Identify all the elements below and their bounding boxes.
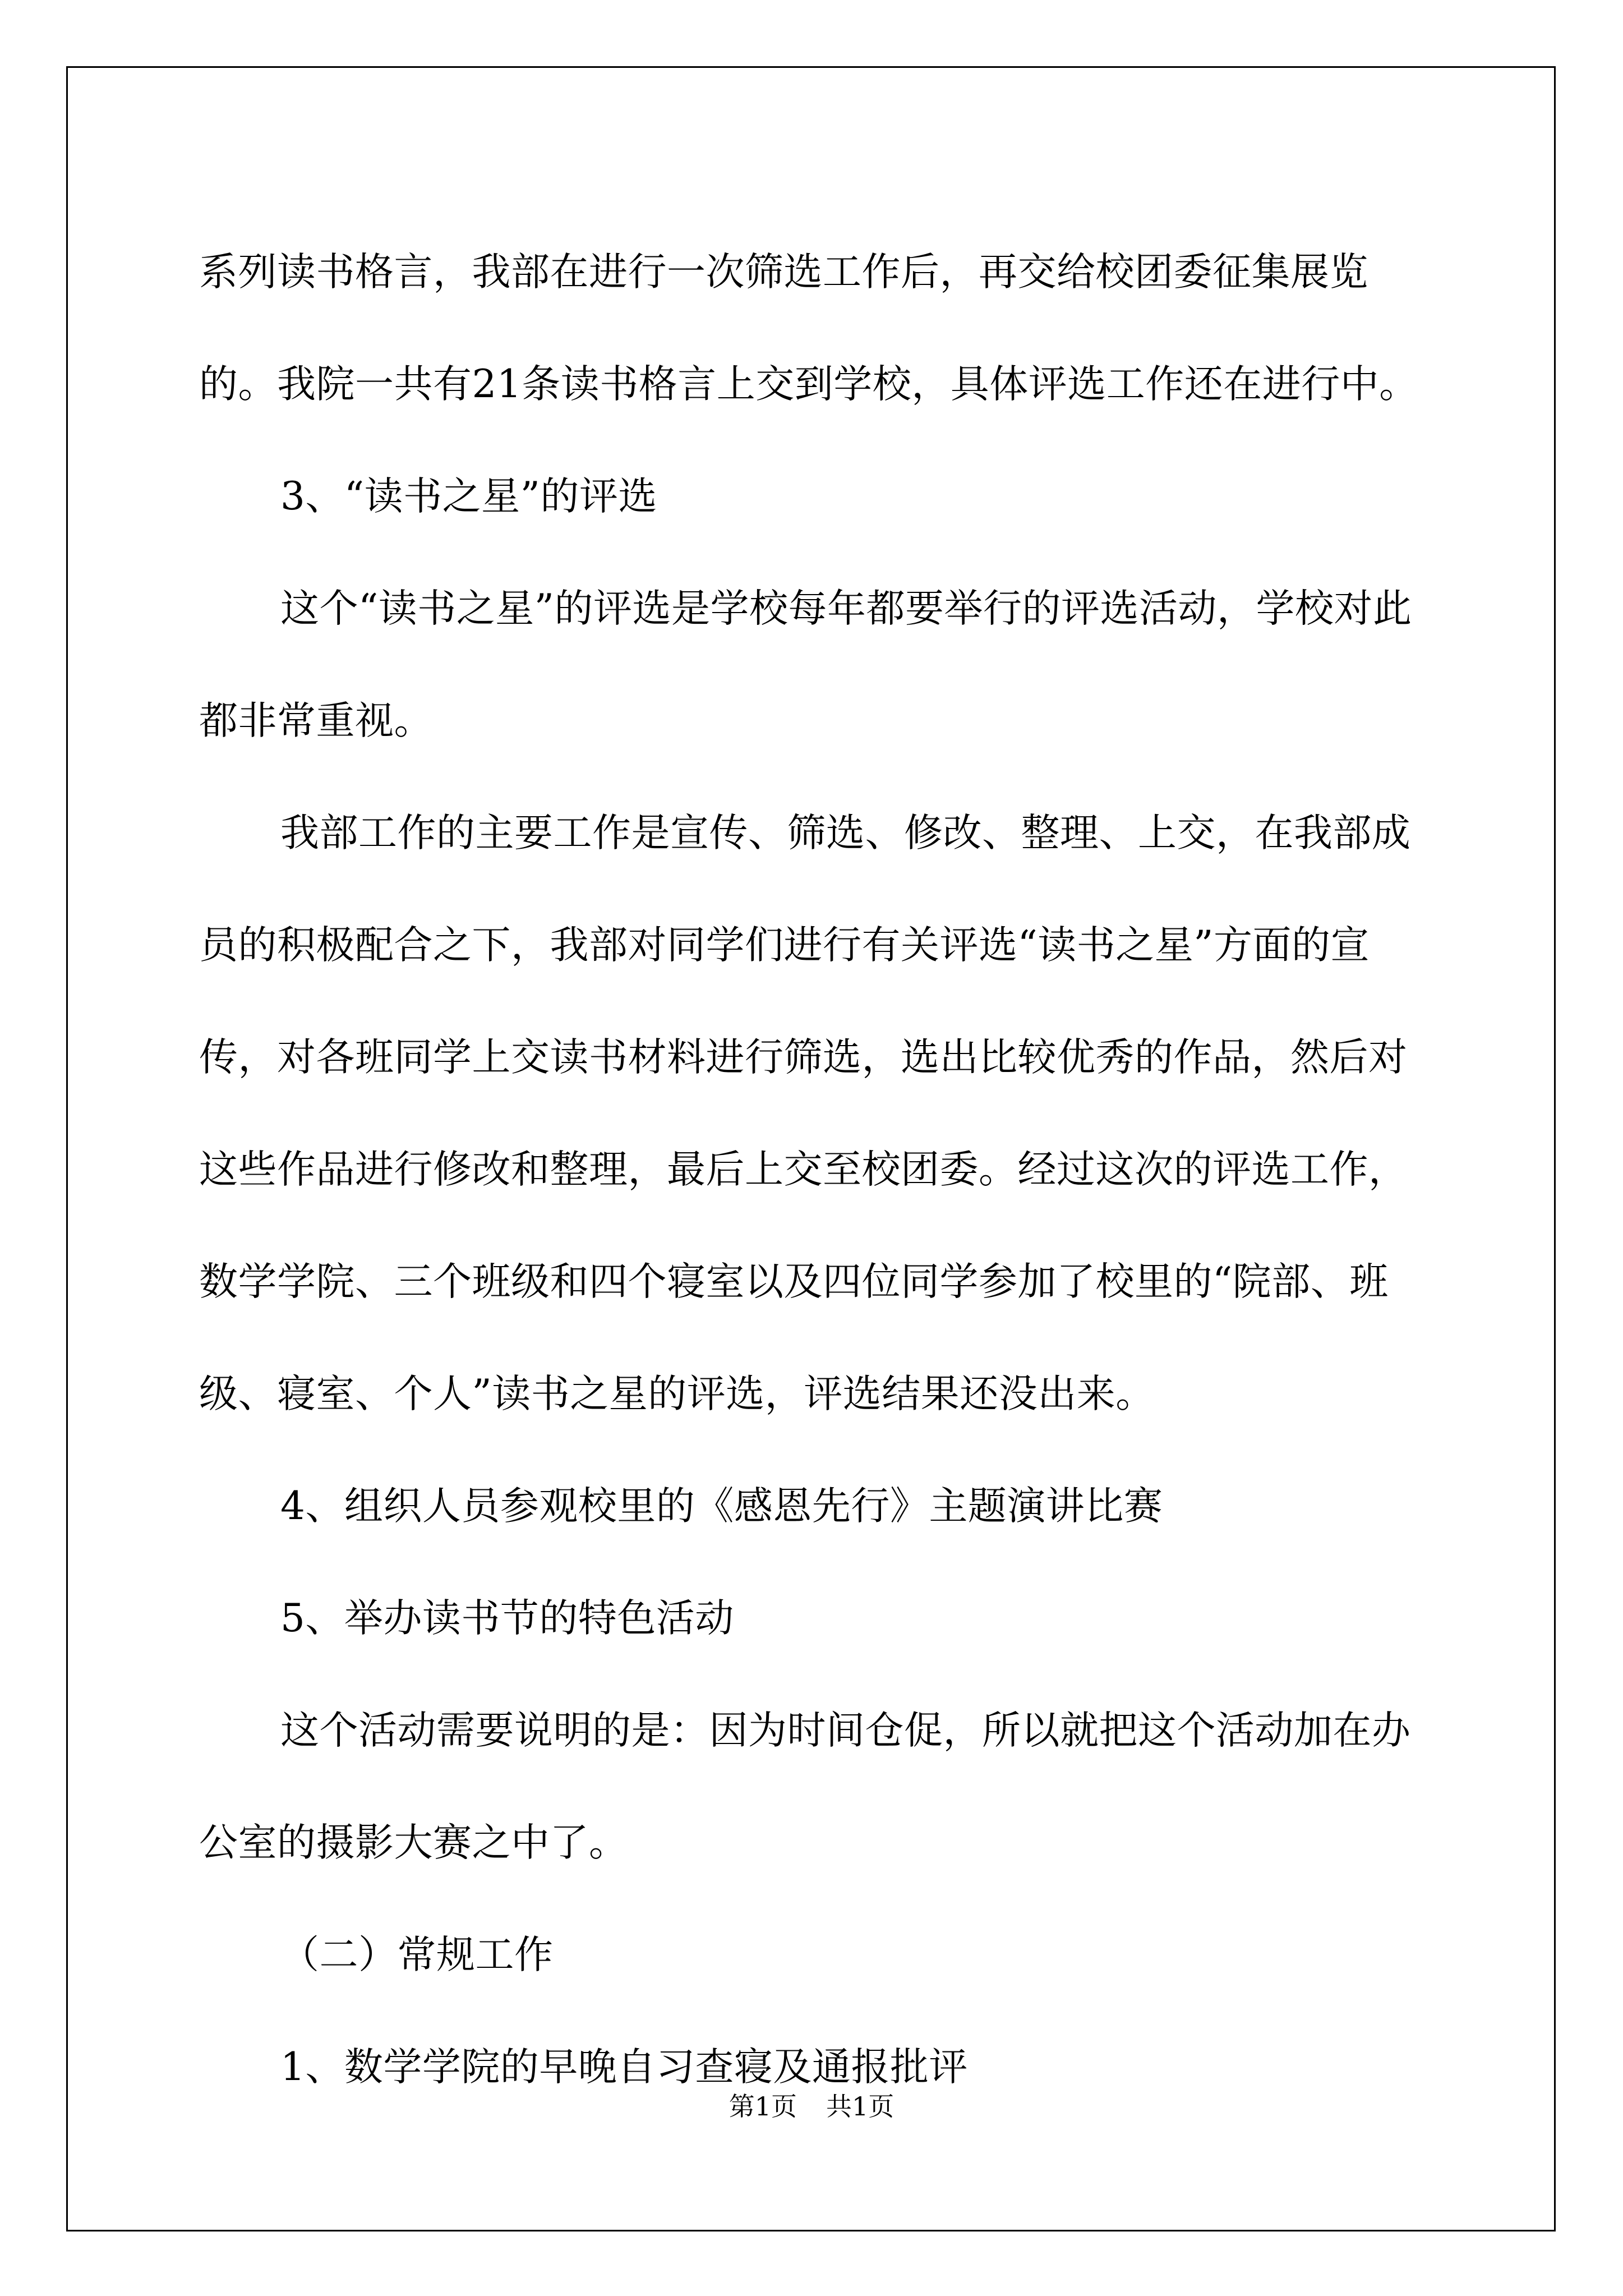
page-footer xyxy=(0,2090,1623,2123)
paragraph-8-section-heading: （二）常规工作 xyxy=(280,1932,554,1977)
paragraph-3: 这个“读书之星”的评选是学校每年都要举行的评选活动，学校对此都非常重视。 xyxy=(199,586,1412,743)
total-pages-label: 共1页 xyxy=(826,2091,895,2122)
paragraph-6-heading: 5、举办读书节的特色活动 xyxy=(280,1596,734,1641)
paragraph-2-heading: 3、“读书之星”的评选 xyxy=(280,474,657,519)
paragraph-5-heading: 4、组织人员参观校里的《感恩先行》主题演讲比赛 xyxy=(280,1484,1163,1529)
paragraph-4: 我部工作的主要工作是宣传、筛选、修改、整理、上交，在我部成员的积极配合之下，我部对同学们进行有关评选“读书之星”方面的宣传，对各班同学上交读书材料进行筛选，选出比较优秀的作品，然后对这些作品进行修改和整理，最后上交至校团委。经过这次的评选工作，数学学院、三个班级和四个寝室以及四位同学参加了校里的“院部、班级、寝室、个人”读书之星的评选，评选结果还没出来。 xyxy=(199,811,1411,1416)
paragraph-9-heading: 1、数学学院的早晚自习查寝及通报批评 xyxy=(280,2045,968,2090)
page-number-label: 第1页 xyxy=(728,2091,797,2122)
paragraph-7: 这个活动需要说明的是：因为时间仓促，所以就把这个活动加在办公室的摄影大赛之中了。 xyxy=(199,1708,1411,1865)
document-body xyxy=(199,216,1422,2123)
paragraph-1: 系列读书格言，我部在进行一次筛选工作后，再交给校团委征集展览的。我院一共有21条读书格言上交到学校，具体评选工作还在进行中。 xyxy=(199,250,1418,407)
